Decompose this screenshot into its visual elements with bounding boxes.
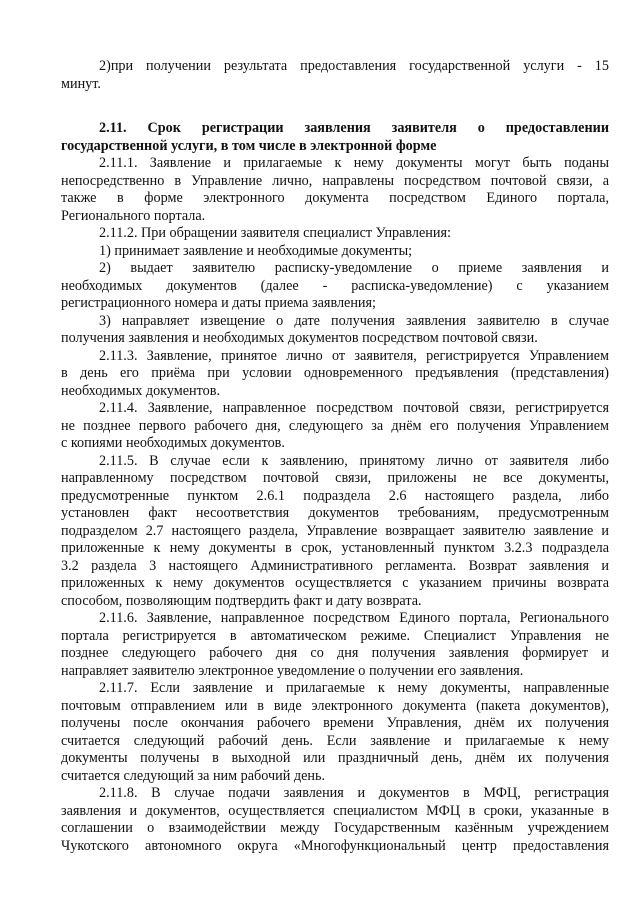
document-page <box>61 58 609 855</box>
text-line: необходимых документов (далее - расписка-уведомление) с указанием <box>61 277 609 294</box>
paragraph-p2112_3 <box>61 313 609 348</box>
text-line: 2)при получении результата предоставления государственной услуги - 15 <box>99 58 609 74</box>
text-line: необходимых документов. <box>61 382 220 399</box>
text-line: считается следующий за ним рабочий день. <box>61 767 325 784</box>
text-line: 2.11.7. Если заявление и прилагаемые к нему документы, направленные <box>99 680 609 696</box>
paragraph-p2111 <box>61 155 609 225</box>
text-line: почтовым отправлением или в виде электронного документа (пакета документов), <box>61 697 609 714</box>
paragraph-p2112_2 <box>61 260 609 313</box>
text-line: заявления и документов, осуществляется специалистом МФЦ в сроки, указанные в <box>61 802 609 819</box>
text-line: 3.2 раздела 3 настоящего Административного регламента. Возврат заявления и <box>61 557 609 574</box>
text-line: 2.11.2. При обращении заявителя специалист Управления: <box>99 225 451 241</box>
text-line: 1) принимает заявление и необходимые документы; <box>99 242 413 259</box>
text-line: Регионального портала. <box>61 207 206 224</box>
section-spacer <box>61 93 609 120</box>
text-line: 2.11.1. Заявление и прилагаемые к нему документы могут быть поданы <box>99 155 609 171</box>
text-line: направленному посредством почтовой связи, приложены не все документы, <box>61 470 609 486</box>
text-line: установлен факт несоответствия документов требованиям, предусмотренным <box>61 505 609 521</box>
text-line: подразделом 2.7 настоящего раздела, Управление возвращает заявителю заявление и <box>61 522 609 539</box>
text-line: регистрационного номера и даты приема заявления; <box>61 295 376 311</box>
text-line: предусмотренные пунктом 2.6.1 подраздела 2.6 настоящего раздела, либо <box>61 487 609 504</box>
text-line: 3) направляет извещение о дате получения заявления заявителю в случае <box>99 312 609 329</box>
paragraph-p2114 <box>61 400 609 453</box>
text-line: получения заявления и необходимых документов посредством почтовой связи. <box>61 330 538 346</box>
text-line: 2.11.8. В случае подачи заявления и документов в МФЦ, регистрация <box>99 785 609 801</box>
text-line: 2) выдает заявителю расписку-уведомление о приеме заявления и <box>99 260 609 276</box>
paragraph-p2112_1 <box>61 243 609 261</box>
text-line: считается следующий рабочий день. Если заявление и прилагаемые к нему <box>61 732 609 749</box>
text-line: позднее следующего рабочего дня со дня получения заявления формирует и <box>61 645 609 661</box>
paragraph-p2116 <box>61 610 609 680</box>
text-line: приложенных к нему документов осуществляется с указанием причины возврата <box>61 575 609 591</box>
text-line: 2.11.4. Заявление, направленное посредством почтовой связи, регистрируется <box>99 400 609 416</box>
paragraph-p2113 <box>61 348 609 401</box>
section-heading <box>61 120 609 155</box>
text-line: также в форме электронного документа посредством Единого портала, <box>61 190 609 206</box>
paragraph-p0 <box>61 58 609 93</box>
text-line: приложенные к нему документы в срок, установленный пунктом 3.2.3 подраздела <box>61 540 609 556</box>
paragraph-p2118 <box>61 785 609 855</box>
text-line: соглашении о взаимодействии между Государственным казённым учреждением <box>61 820 609 836</box>
text-line: минут. <box>61 75 101 92</box>
text-line: Чукотского автономного округа «Многофункциональный центр предоставления <box>61 837 609 854</box>
text-line: получены после окончания рабочего времени Управления, днём их получения <box>61 715 609 731</box>
paragraph-p2115 <box>61 453 609 611</box>
text-line: непосредственно в Управление лично, направлены посредством почтовой связи, а <box>61 172 609 189</box>
heading-line: государственной услуги, в том числе в электронной форме <box>61 137 437 154</box>
heading-line: 2.11. Срок регистрации заявления заявителя о предоставлении <box>99 120 609 136</box>
text-line: с копиями необходимых документов. <box>61 435 285 451</box>
text-line: 2.11.5. В случае если к заявлению, принятому лично от заявителя либо <box>99 452 609 469</box>
text-line: не позднее первого рабочего дня, следующего за днём его получения Управлением <box>61 417 609 434</box>
text-line: документы получены в выходной или праздничный день, днём их получения <box>61 750 609 766</box>
text-line: в день его приёма при условии одновременного предъявления (представления) <box>61 365 609 381</box>
text-line: направляет заявителю электронное уведомление о получении его заявления. <box>61 662 524 679</box>
text-line: 2.11.6. Заявление, направленное посредством Единого портала, Регионального <box>99 610 609 626</box>
text-line: способом, позволяющим подтвердить факт и дату возврата. <box>61 592 422 609</box>
text-line: 2.11.3. Заявление, принятое лично от заявителя, регистрируется Управлением <box>99 347 609 364</box>
text-line: портала регистрируется в автоматическом режиме. Специалист Управления не <box>61 627 609 644</box>
paragraph-p2117 <box>61 680 609 785</box>
paragraph-p2112 <box>61 225 609 243</box>
